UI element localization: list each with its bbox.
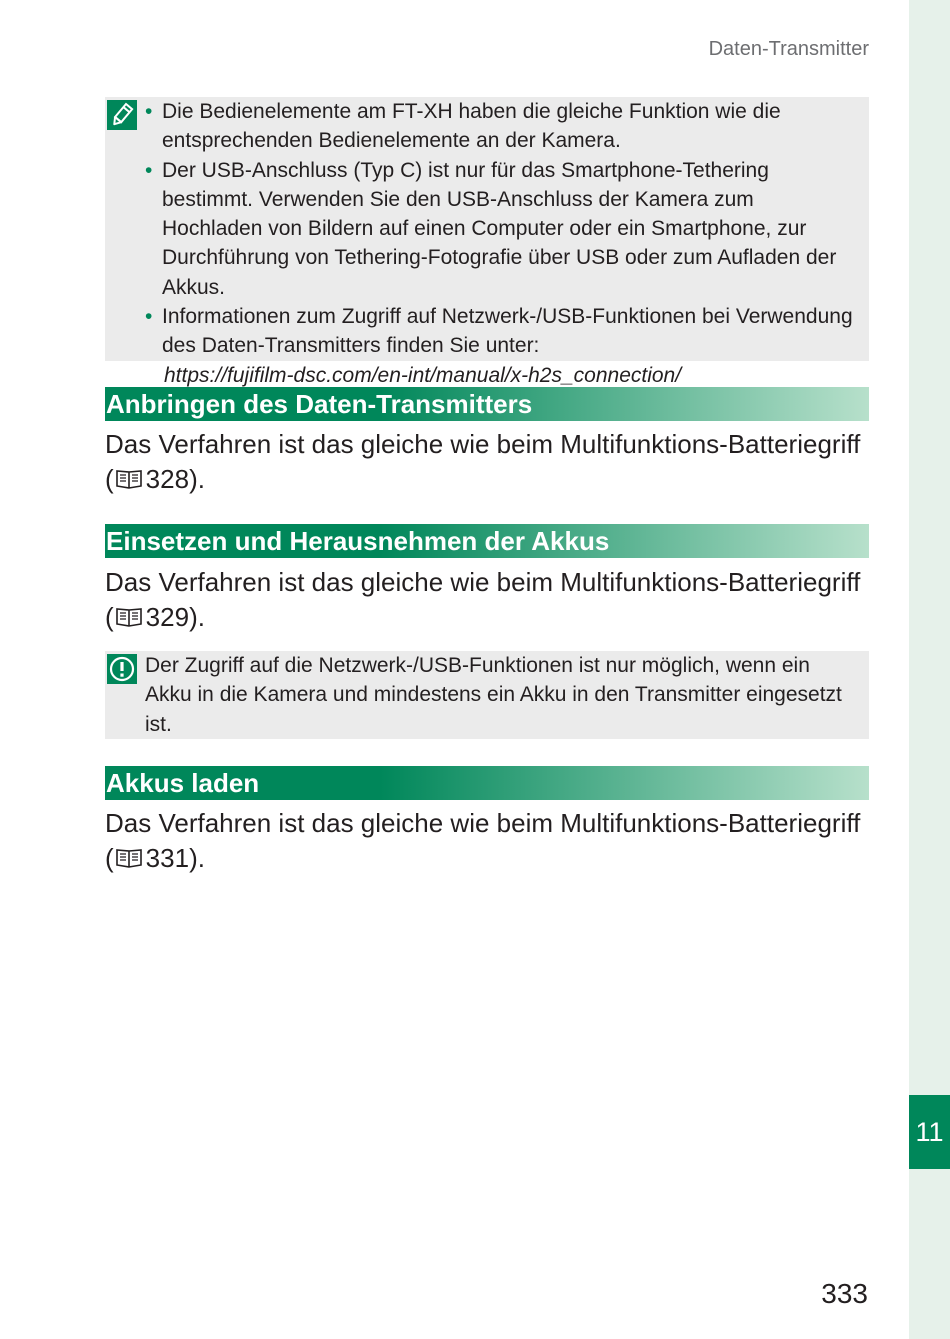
body-text-end: ). [189,464,205,494]
section-heading-text: Einsetzen und Herausnehmen der Akkus [106,526,610,556]
caution-exclamation-icon [107,654,137,684]
caution-box [105,651,869,739]
body-text: Das Verfahren ist das gleiche wie beim Multifunktions-Batteriegriff ( [105,808,861,873]
memo-list [145,97,859,390]
memo-item-text: Informationen zum Zugriff auf Netzwerk-/USB-Funktionen bei Verwendung des Daten-Transmitters finden Sie unter: [162,305,853,358]
page-ref-link[interactable]: 331 [145,843,190,873]
memo-pencil-icon [107,100,137,130]
chapter-tab: 11 [909,1095,950,1169]
manual-url-link[interactable]: https://fujifilm-dsc.com/en-int/manual/x-h2s_connection/ [164,363,682,387]
page-ref-link[interactable]: 328 [145,464,190,494]
memo-item [145,302,859,390]
book-icon [115,468,143,490]
body-text-end: ). [189,843,205,873]
memo-item: • Die Bedienelemente am FT-XH haben die gleiche Funktion wie die entsprechenden Bedienelemente an der Kamera. [145,97,859,156]
section-heading-attach [105,387,869,421]
memo-box [105,97,869,387]
page-ref-link[interactable]: 329 [145,602,190,632]
caution-text: Der Zugriff auf die Netzwerk-/USB-Funktionen ist nur möglich, wenn ein Akku in die Kamera und mindestens ein Akku in den Transmitter eingesetzt ist. [145,654,842,736]
section-heading-text: Anbringen des Daten-Transmitters [106,389,533,419]
page-number: 333 [821,1278,868,1309]
section-body-attach [105,427,875,497]
body-text: Das Verfahren ist das gleiche wie beim Multifunktions-Batteriegriff ( [105,429,861,494]
section-body-batteries [105,565,875,635]
book-icon [115,606,143,628]
section-heading-text: Akkus laden [106,768,260,798]
memo-item: • Der USB-Anschluss (Typ C) ist nur für das Smartphone-Tethering bestimmt. Verwenden Sie den USB-Anschluss der Kamera zum Hochladen von Bildern auf einen Computer oder ein Smartphone, zur Durchführung von Tethering-Fotografie über USB oder zum Aufladen der Akkus. [145,156,859,302]
section-heading-charging [105,766,869,800]
running-header: Daten-Transmitter [708,38,869,60]
body-text: Das Verfahren ist das gleiche wie beim Multifunktions-Batteriegriff ( [105,567,861,632]
book-icon [115,847,143,869]
section-body-charging [105,806,875,876]
section-heading-batteries [105,524,869,558]
body-text-end: ). [189,602,205,632]
